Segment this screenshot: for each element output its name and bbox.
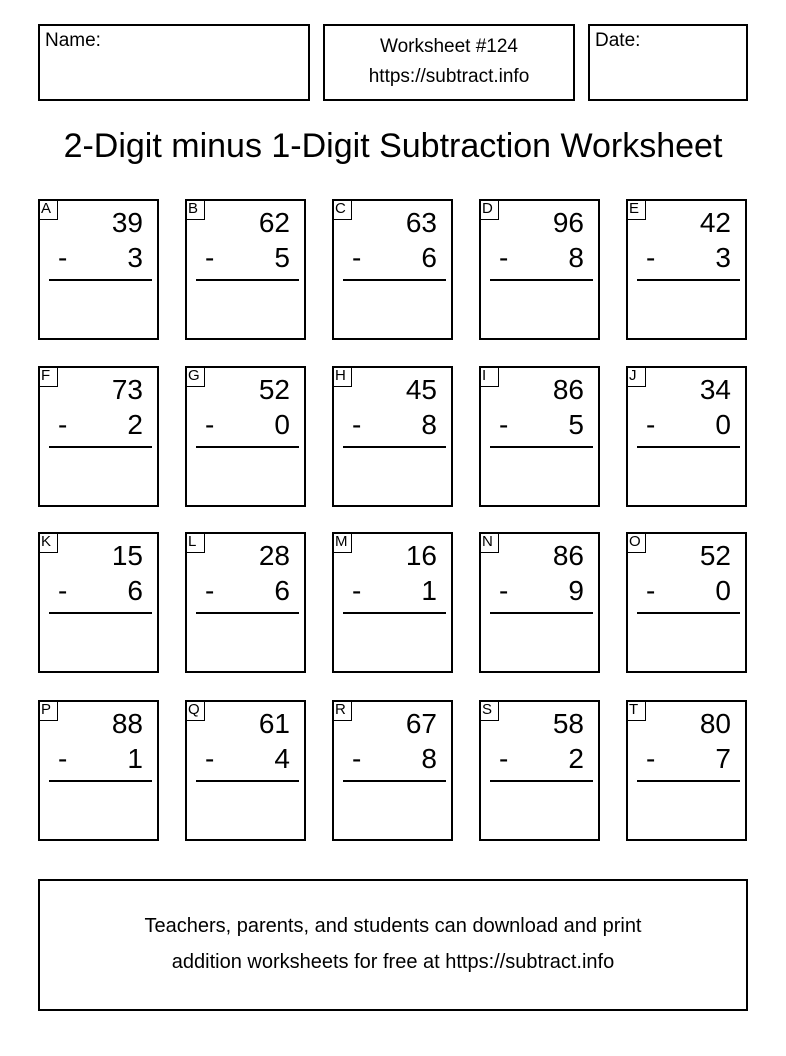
minus-sign: - — [352, 743, 362, 774]
answer-line — [49, 446, 152, 448]
minuend: 58 — [552, 708, 584, 739]
minuend: 67 — [405, 708, 437, 739]
minuend: 88 — [111, 708, 143, 739]
problem-letter: C — [332, 199, 352, 220]
minuend: 45 — [405, 374, 437, 405]
minuend: 42 — [699, 207, 731, 238]
problem-box — [38, 532, 159, 673]
answer-line — [49, 780, 152, 782]
minuend: 16 — [405, 540, 437, 571]
problem-box — [185, 532, 306, 673]
footer-line-2: addition worksheets for free at https://subtract.info — [171, 951, 615, 973]
subtrahend: 6 — [274, 575, 290, 606]
problem-letter: P — [38, 700, 58, 721]
problem-box — [626, 366, 747, 507]
minus-sign: - — [646, 242, 656, 273]
answer-line — [49, 612, 152, 614]
page-title: 2-Digit minus 1-Digit Subtraction Worksheet — [63, 127, 723, 165]
minus-sign: - — [205, 743, 215, 774]
problem-letter: S — [479, 700, 499, 721]
minus-sign: - — [352, 575, 362, 606]
minuend: 86 — [552, 374, 584, 405]
minus-sign: - — [646, 743, 656, 774]
minus-sign: - — [205, 409, 215, 440]
footer-line-1: Teachers, parents, and students can download and print — [144, 915, 642, 937]
minus-sign: - — [58, 743, 68, 774]
minuend: 34 — [699, 374, 731, 405]
date-label: Date: — [595, 30, 641, 51]
minuend: 28 — [258, 540, 290, 571]
answer-line — [637, 279, 740, 281]
answer-line — [490, 279, 593, 281]
subtrahend: 2 — [568, 743, 584, 774]
subtrahend: 5 — [568, 409, 584, 440]
problem-box — [332, 532, 453, 673]
minuend: 61 — [258, 708, 290, 739]
problem-letter: F — [38, 366, 58, 387]
answer-line — [490, 780, 593, 782]
subtrahend: 0 — [715, 409, 731, 440]
problem-box — [185, 199, 306, 340]
answer-line — [343, 612, 446, 614]
minus-sign: - — [499, 743, 509, 774]
minuend: 86 — [552, 540, 584, 571]
subtrahend: 6 — [127, 575, 143, 606]
problem-box — [479, 366, 600, 507]
problem-box — [38, 199, 159, 340]
problem-letter: L — [185, 532, 205, 553]
subtrahend: 1 — [421, 575, 437, 606]
problem-letter: D — [479, 199, 499, 220]
problem-box — [626, 700, 747, 841]
answer-line — [637, 612, 740, 614]
minuend: 63 — [405, 207, 437, 238]
answer-line — [343, 446, 446, 448]
minus-sign: - — [205, 242, 215, 273]
problem-box — [38, 700, 159, 841]
footer-box — [38, 879, 748, 1011]
subtrahend: 4 — [274, 743, 290, 774]
minuend: 15 — [111, 540, 143, 571]
minus-sign: - — [58, 575, 68, 606]
minuend: 39 — [111, 207, 143, 238]
problem-box — [626, 532, 747, 673]
problem-letter: O — [626, 532, 646, 553]
problem-box — [38, 366, 159, 507]
date-field-box — [588, 24, 748, 101]
problem-letter: A — [38, 199, 58, 220]
minus-sign: - — [499, 575, 509, 606]
subtrahend: 3 — [127, 242, 143, 273]
minuend: 62 — [258, 207, 290, 238]
minus-sign: - — [646, 575, 656, 606]
problem-letter: M — [332, 532, 352, 553]
problem-box — [332, 700, 453, 841]
name-field-box — [38, 24, 310, 101]
minus-sign: - — [646, 409, 656, 440]
minuend: 52 — [258, 374, 290, 405]
minus-sign: - — [499, 242, 509, 273]
problem-box — [332, 199, 453, 340]
problem-box — [479, 199, 600, 340]
problem-box — [479, 532, 600, 673]
problem-box — [479, 700, 600, 841]
subtrahend: 8 — [421, 743, 437, 774]
problem-letter: B — [185, 199, 205, 220]
problem-letter: H — [332, 366, 352, 387]
name-label: Name: — [45, 30, 101, 51]
minuend: 96 — [552, 207, 584, 238]
answer-line — [637, 780, 740, 782]
problem-box — [185, 366, 306, 507]
subtrahend: 0 — [715, 575, 731, 606]
problem-letter: K — [38, 532, 58, 553]
subtrahend: 8 — [568, 242, 584, 273]
problem-letter: E — [626, 199, 646, 220]
subtrahend: 9 — [568, 575, 584, 606]
minus-sign: - — [205, 575, 215, 606]
answer-line — [196, 612, 299, 614]
answer-line — [196, 279, 299, 281]
subtrahend: 0 — [274, 409, 290, 440]
answer-line — [637, 446, 740, 448]
problem-box — [626, 199, 747, 340]
answer-line — [490, 612, 593, 614]
subtrahend: 6 — [421, 242, 437, 273]
worksheet-url: https://subtract.info — [368, 66, 530, 87]
problem-letter: J — [626, 366, 646, 387]
problem-letter: Q — [185, 700, 205, 721]
worksheet-info-box — [323, 24, 575, 101]
minuend: 52 — [699, 540, 731, 571]
answer-line — [196, 780, 299, 782]
minus-sign: - — [58, 409, 68, 440]
subtrahend: 7 — [715, 743, 731, 774]
problem-letter: R — [332, 700, 352, 721]
answer-line — [490, 446, 593, 448]
problem-letter: G — [185, 366, 205, 387]
problem-letter: I — [479, 366, 499, 387]
subtrahend: 5 — [274, 242, 290, 273]
answer-line — [343, 780, 446, 782]
minus-sign: - — [352, 409, 362, 440]
answer-line — [343, 279, 446, 281]
subtrahend: 1 — [127, 743, 143, 774]
answer-line — [49, 279, 152, 281]
problem-box — [185, 700, 306, 841]
problem-letter: T — [626, 700, 646, 721]
subtrahend: 8 — [421, 409, 437, 440]
problem-box — [332, 366, 453, 507]
minus-sign: - — [352, 242, 362, 273]
minuend: 80 — [699, 708, 731, 739]
minus-sign: - — [499, 409, 509, 440]
worksheet-number: Worksheet #124 — [379, 36, 518, 57]
subtrahend: 3 — [715, 242, 731, 273]
problem-letter: N — [479, 532, 499, 553]
answer-line — [196, 446, 299, 448]
minuend: 73 — [111, 374, 143, 405]
minus-sign: - — [58, 242, 68, 273]
subtrahend: 2 — [127, 409, 143, 440]
